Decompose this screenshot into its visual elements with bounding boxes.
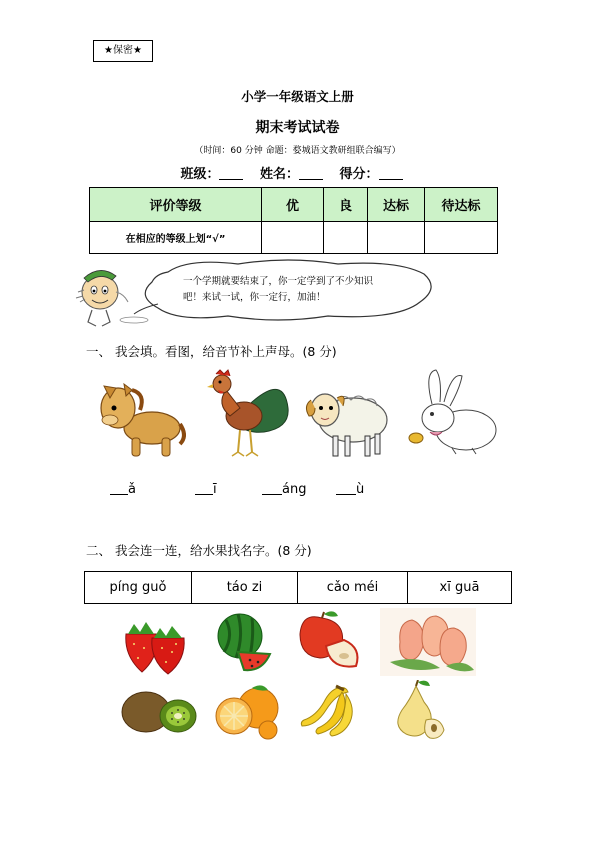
class-label: 班级： — [180, 167, 220, 182]
question-2-title: 二、 我会连一连，给水果找名字。(8 分) — [86, 543, 312, 558]
blank-rabbit-line[interactable] — [336, 481, 356, 495]
rabbit-image — [402, 368, 500, 458]
speech-bubble-text — [183, 274, 413, 306]
name-blank[interactable] — [299, 166, 323, 180]
eval-header-good: 良 — [324, 188, 368, 222]
blank-horse-final: ǎ — [128, 482, 136, 497]
speech-line-1: 一个学期就要结束了，你一定学到了不少知识 — [183, 276, 374, 287]
watermelon-image — [214, 612, 274, 674]
blank-sheep-final: áng — [282, 482, 307, 497]
eval-header-pass: 达标 — [368, 188, 425, 222]
pinyin-cell-watermelon[interactable]: xī guā — [408, 572, 512, 604]
sheep-image — [301, 376, 393, 462]
pinyin-table — [84, 571, 512, 604]
eval-cell-pass[interactable] — [368, 222, 425, 254]
blank-rooster — [195, 481, 217, 497]
apple-image — [296, 610, 364, 672]
title-grade: 小学一年级语文上册 — [241, 89, 354, 104]
class-blank[interactable] — [219, 166, 243, 180]
student-info — [0, 163, 595, 182]
blank-rabbit-final: ù — [356, 482, 365, 497]
score-label: 得分： — [339, 167, 379, 182]
strawberry-image — [120, 616, 190, 676]
evaluation-table — [89, 187, 498, 254]
blank-sheep-line[interactable] — [262, 481, 282, 495]
name-label: 姓名： — [259, 167, 299, 182]
kiwi-image — [120, 686, 200, 738]
pear-image — [390, 680, 448, 740]
eval-header-level: 评价等级 — [90, 188, 262, 222]
pinyin-cell-peach[interactable]: táo zi — [192, 572, 298, 604]
eval-header-needs-work: 待达标 — [425, 188, 498, 222]
eval-row-label: 在相应的等级上划“√” — [90, 222, 262, 254]
rooster-image — [204, 368, 292, 462]
exam-subtitle: （时间：60 分钟 命题：婺城语文教研组联合编写） — [194, 146, 401, 156]
speech-line-2: 吧！来试一试，你一定行，加油！ — [183, 292, 326, 303]
pinyin-cell-strawberry[interactable]: cǎo méi — [298, 572, 408, 604]
eval-cell-needs-work[interactable] — [425, 222, 498, 254]
blank-sheep — [262, 481, 306, 497]
blank-rooster-final: ī — [213, 482, 217, 497]
title-exam: 期末考试试卷 — [255, 120, 340, 136]
question-1-title: 一、 我会填。看图，给音节补上声母。(8 分) — [86, 344, 337, 359]
blank-horse-line[interactable] — [110, 481, 128, 495]
orange-image — [212, 684, 286, 740]
blank-rooster-line[interactable] — [195, 481, 213, 495]
eval-cell-excellent[interactable] — [262, 222, 324, 254]
eval-cell-good[interactable] — [324, 222, 368, 254]
secret-label: ★保密★ — [93, 40, 153, 62]
peach-image — [380, 608, 476, 676]
blank-horse — [110, 481, 136, 497]
banana-image — [298, 682, 360, 738]
eval-header-excellent: 优 — [262, 188, 324, 222]
pinyin-cell-apple[interactable]: píng guǒ — [85, 572, 192, 604]
blank-rabbit — [336, 481, 364, 497]
score-blank[interactable] — [379, 166, 403, 180]
horse-image — [96, 376, 186, 460]
